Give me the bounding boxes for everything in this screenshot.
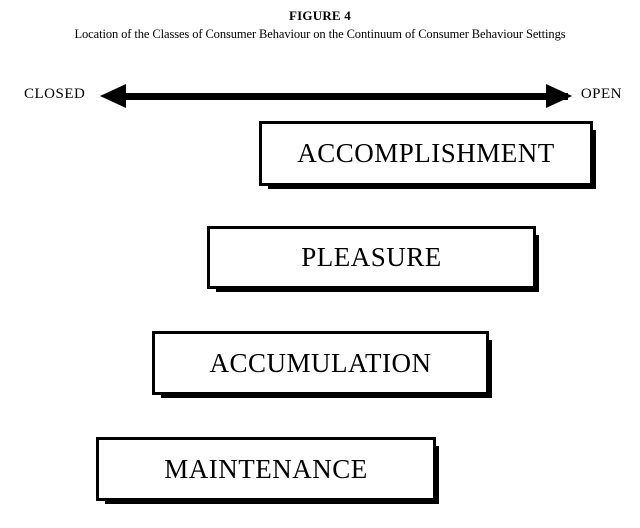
class-box-label: ACCUMULATION (209, 347, 432, 378)
figure-subtitle: Location of the Classes of Consumer Behaviour on the Continuum of Consumer Behaviour Settings (74, 27, 566, 41)
axis-label-open: OPEN (580, 86, 622, 102)
figure-title: FIGURE 4 (289, 8, 351, 23)
class-box-maintenance (96, 437, 436, 501)
class-box-label: MAINTENANCE (164, 453, 368, 484)
axis-line (122, 93, 568, 100)
class-box-accomplishment (259, 121, 593, 186)
class-box-accumulation (152, 331, 489, 395)
continuum-axis (0, 84, 640, 116)
arrow-right-icon (546, 84, 572, 108)
class-box-label: ACCOMPLISHMENT (297, 138, 555, 168)
class-box-label: PLEASURE (301, 242, 442, 272)
class-box-pleasure (207, 226, 536, 289)
axis-label-closed: CLOSED (24, 86, 86, 102)
